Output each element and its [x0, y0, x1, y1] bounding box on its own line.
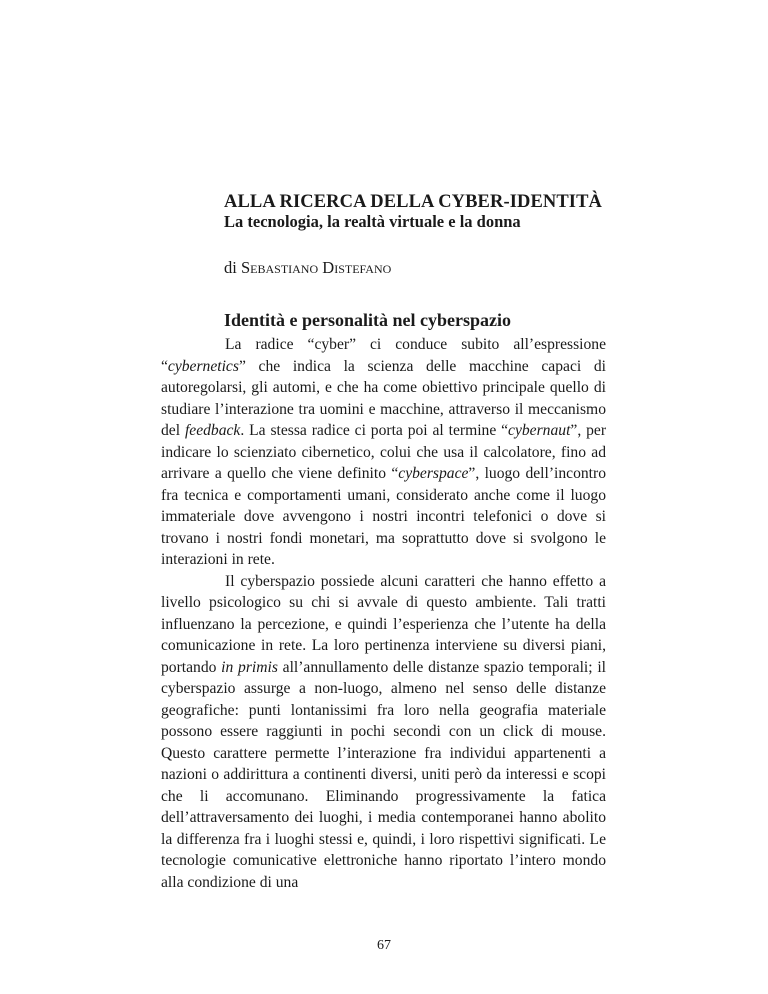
- author-last-name: Distefano: [322, 258, 392, 277]
- author-first-name: Sebastiano: [240, 258, 319, 277]
- italic-term: cybernetics: [167, 357, 239, 375]
- italic-term: feedback: [184, 422, 241, 439]
- text-run: La radice “cyber” ci conduce subito all’espressione “: [161, 336, 606, 375]
- text-run: all’annullamento delle distanze spazio temporali; il cyberspazio assurge a non-luogo, almeno nel senso delle distanze geografiche: punti lontanissimi fra loro nella geografia materiale possono essere raggiunti in pochi secondi con un click di mouse. Questo carattere permette l’interazione fra individui appartenenti a nazioni o addirittura a continenti diversi, uniti però da interessi e scopi che li accomunano. Eliminando progressivamente la fatica dell’attraversamento dei luoghi, i media contemporanei hanno abolito la differenza fra i luoghi stessi e, quindi, i loro rispettivi significati. Le tecnologie comunicative elettroniche hanno riportato l’intero mondo alla condizione di una: [161, 658, 606, 891]
- italic-term: in primis: [221, 658, 278, 676]
- paragraph-1: [161, 334, 606, 571]
- article-subtitle: La tecnologia, la realtà virtuale e la donna: [224, 212, 521, 231]
- italic-term: cybernaut: [508, 422, 571, 439]
- section-heading: Identità e personalità nel cyberspazio: [224, 310, 511, 330]
- text-run: Il cyberspazio possiede alcuni caratteri che hanno effetto a livello psicologico su chi si avvale di questo ambiente. Tali tratti influenzano la percezione, e quindi l’esperienza che l’utente ha della comunicazione in rete. La loro pertinenza interviene su diversi piani, portando: [161, 572, 606, 676]
- body-text: [161, 334, 606, 893]
- text-run: ”, luogo dell’incontro fra tecnica e comportamenti umani, considerato anche come il luogo immateriale dove avvengono i nostri incontri telefonici o dove si trovano i nostri fondi monetari, ma soprattutto dove si svolgono le interazioni in rete.: [161, 465, 606, 568]
- text-run: ” che indica la scienza delle macchine capaci di autoregolarsi, gli automi, e che ha come obiettivo principale quello di studiare l’interazione tra uomini e macchine, attraverso il meccanismo del: [161, 357, 606, 439]
- author-byline: [224, 258, 391, 278]
- italic-term: cyberspace: [398, 465, 469, 482]
- text-run: . La stessa radice ci porta poi al termine “: [240, 422, 509, 439]
- paragraph-2: [161, 571, 606, 894]
- page-number: 67: [377, 938, 391, 953]
- article-title: ALLA RICERCA DELLA CYBER-IDENTITÀ: [224, 192, 603, 212]
- byline-prefix: di: [224, 258, 241, 277]
- text-run: ”, per indicare lo scienziato cibernetico, colui che usa il calcolatore, fino ad arrivare a quello che viene definito “: [161, 422, 607, 482]
